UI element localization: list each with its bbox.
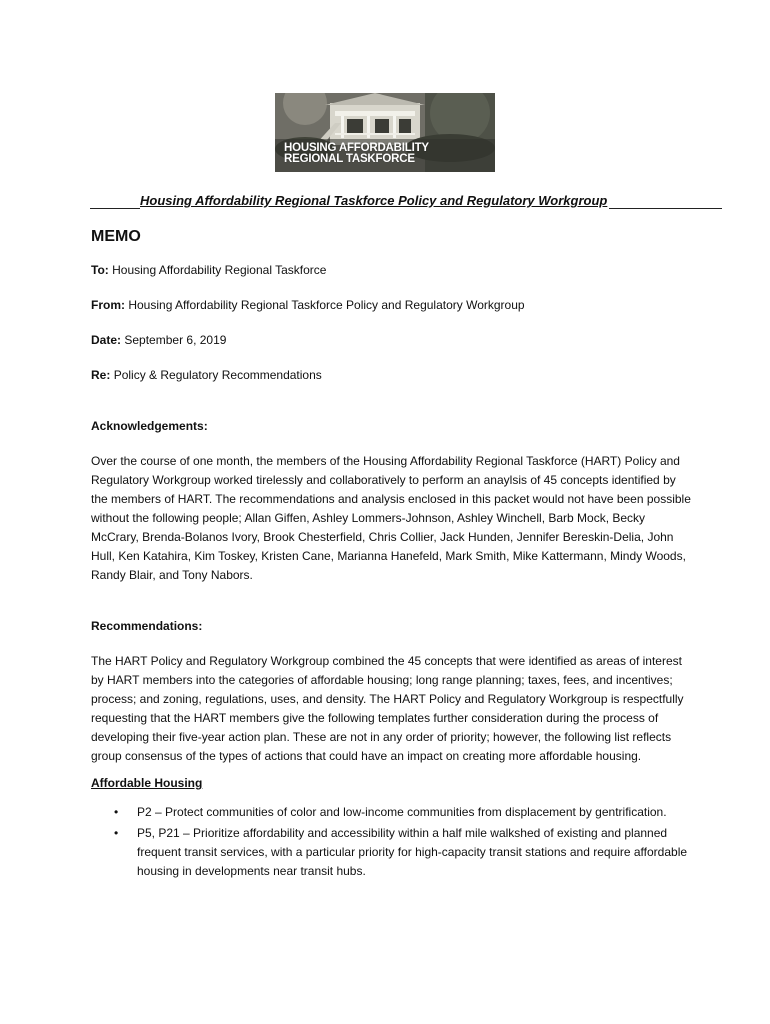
date-label: Date: bbox=[91, 333, 122, 347]
acknowledgements-paragraph: Over the course of one month, the members of the Housing Affordability Regional Taskforce (HART) Policy and Regulatory Workgroup worked tirelessly and collaboratively to perform an anaylsis of 45 concepts identified by the members of HART. The recommendations and analysis enclosed in this packet would not have been possible without the following people; Allan Giffen, Ashley Lommers-Johnson, Ashley Winchell, Barb Mock, Becky McCrary, Brenda-Bolanos Ivory, Brook Chesterfield, Chris Collier, Jack Hunden, Jennifer Bereskin-Delia, John Hull, Ken Katahira, Kim Toskey, Kristen Cane, Marianna Hanefeld, Mark Smith, Mike Kattermann, Mindy Woods, Randy Blair, and Tony Nabors. bbox=[91, 454, 691, 582]
list-item-text: P5, P21 – Prioritize affordability and accessibility within a half mile walkshed of existing and planned frequent transit services, with a particular priority for high-capacity transit stations and require affordable housing in developments near transit hubs. bbox=[137, 826, 688, 878]
logo-line-2: REGIONAL TASKFORCE bbox=[284, 153, 415, 165]
list-item bbox=[114, 824, 691, 881]
list-item bbox=[114, 803, 691, 822]
banner-title: Housing Affordability Regional Taskforce Policy and Regulatory Workgroup bbox=[140, 193, 608, 208]
recommendations-paragraph: The HART Policy and Regulatory Workgroup combined the 45 concepts that were identified as areas of interest by HART members into the categories of affordable housing; long range planning; taxes, fees, and incentives; process; and zoning, regulations, uses, and density. The HART Policy and Regulatory Workgroup is respectfully requesting that the HART members give the following templates further consideration during the process of developing their five-year action plan. These are not in any order of priority; however, the following list reflects group consensus of the types of actions that could have an impact on creating more affordable housing. bbox=[91, 654, 684, 763]
logo-text bbox=[284, 143, 429, 165]
list-item-text: P2 – Protect communities of color and low-income communities from displacement by gentrification. bbox=[137, 805, 667, 819]
from-value: Housing Affordability Regional Taskforce Policy and Regulatory Workgroup bbox=[128, 298, 525, 312]
re-value: Policy & Regulatory Recommendations bbox=[113, 368, 322, 382]
from-label: From: bbox=[91, 298, 125, 312]
header-banner bbox=[90, 193, 722, 209]
recommendations-heading: Recommendations: bbox=[91, 619, 203, 633]
re-field bbox=[91, 366, 691, 385]
logo-line-1: HOUSING AFFORDABILITY bbox=[284, 142, 429, 154]
hart-logo bbox=[275, 93, 495, 172]
memo-title: MEMO bbox=[91, 228, 141, 245]
date-value: September 6, 2019 bbox=[124, 333, 227, 347]
to-label: To: bbox=[91, 263, 109, 277]
date-field bbox=[91, 331, 691, 350]
from-field bbox=[91, 296, 691, 315]
memo-body bbox=[91, 226, 691, 883]
to-field bbox=[91, 261, 691, 280]
bullet-icon: • bbox=[114, 826, 119, 840]
affordable-housing-heading: Affordable Housing bbox=[91, 776, 203, 790]
to-value: Housing Affordability Regional Taskforce bbox=[112, 263, 327, 277]
re-label: Re: bbox=[91, 368, 111, 382]
bullet-icon: • bbox=[114, 805, 119, 819]
acknowledgements-heading: Acknowledgements: bbox=[91, 419, 208, 433]
affordable-housing-list bbox=[91, 803, 691, 881]
